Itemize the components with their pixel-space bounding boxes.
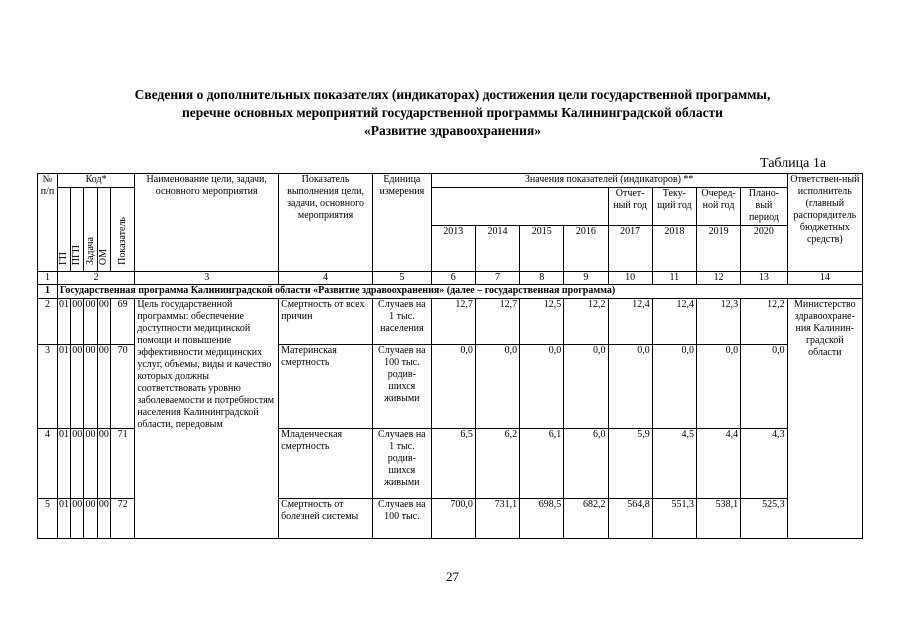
unit: Случаев на 100 тыс. — [373, 499, 432, 539]
column-number: 14 — [787, 272, 862, 285]
title-line-3: «Развитие здравоохранения» — [363, 123, 542, 138]
column-number: 5 — [373, 272, 432, 285]
header-period-current: Теку-щий год — [652, 188, 696, 226]
header-period-empty — [431, 188, 608, 226]
header-year: 2017 — [608, 226, 652, 272]
header-code-om: ОМ — [97, 188, 110, 272]
value-2020: 525,3 — [741, 499, 787, 539]
code-gp: 01 — [57, 499, 70, 539]
table-caption: Таблица 1а — [760, 156, 827, 171]
header-year: 2015 — [520, 226, 564, 272]
value-2018: 551,3 — [652, 499, 696, 539]
header-num: № п/п — [38, 174, 58, 272]
code-om: 00 — [97, 299, 110, 345]
header-executor: Ответствен-ный исполнитель (главный распорядитель бюджетных средств) — [787, 174, 862, 272]
header-year: 2013 — [431, 226, 475, 272]
value-2016: 682,2 — [564, 499, 608, 539]
code-task: 00 — [84, 299, 97, 345]
value-2014: 6,2 — [475, 429, 519, 499]
code-indicator: 72 — [110, 499, 134, 539]
value-2016: 12,2 — [564, 299, 608, 345]
code-om: 00 — [97, 345, 110, 429]
responsible-executor: Министерство здравоохране-ния Калинин-градской области — [787, 299, 862, 539]
header-indicator: Показатель выполнения цели, задачи, основного мероприятия — [279, 174, 373, 272]
header-code: Код* — [57, 174, 134, 188]
header-code-task: Задача — [84, 188, 97, 272]
code-indicator: 70 — [110, 345, 134, 429]
value-2016: 0,0 — [564, 345, 608, 429]
value-2015: 0,0 — [520, 345, 564, 429]
code-om: 00 — [97, 499, 110, 539]
value-2015: 698,5 — [520, 499, 564, 539]
value-2020: 12,2 — [741, 299, 787, 345]
column-number: 1 — [38, 272, 58, 285]
code-pgp: 00 — [71, 429, 84, 499]
header-code-indicator: Показатель — [110, 188, 134, 272]
code-gp: 01 — [57, 345, 70, 429]
code-pgp: 00 — [71, 299, 84, 345]
column-number: 13 — [741, 272, 787, 285]
code-indicator: 71 — [110, 429, 134, 499]
header-name: Наименование цели, задачи, основного мероприятия — [135, 174, 279, 272]
value-2014: 0,0 — [475, 345, 519, 429]
header-year: 2019 — [696, 226, 740, 272]
value-2013: 6,5 — [431, 429, 475, 499]
column-number-row — [38, 272, 863, 285]
unit: Случаев на 1 тыс. родив-шихся живыми — [373, 429, 432, 499]
header-year: 2016 — [564, 226, 608, 272]
value-2017: 5,9 — [608, 429, 652, 499]
value-2019: 538,1 — [696, 499, 740, 539]
table-row — [38, 299, 863, 345]
value-2017: 12,4 — [608, 299, 652, 345]
value-2019: 0,0 — [696, 345, 740, 429]
column-number: 9 — [564, 272, 608, 285]
value-2014: 731,1 — [475, 499, 519, 539]
header-period-next: Очеред-ной год — [696, 188, 740, 226]
column-number: 4 — [279, 272, 373, 285]
column-number: 3 — [135, 272, 279, 285]
code-pgp: 00 — [71, 345, 84, 429]
row-num: 3 — [38, 345, 58, 429]
indicator-name: Младенческая смертность — [279, 429, 373, 499]
indicator-name: Смертность от всех причин — [279, 299, 373, 345]
header-code-pgp: ПГП — [71, 188, 84, 272]
page-number: 27 — [446, 569, 459, 584]
code-pgp: 00 — [71, 499, 84, 539]
column-number: 7 — [475, 272, 519, 285]
code-indicator: 69 — [110, 299, 134, 345]
header-unit: Единица измерения — [373, 174, 432, 272]
value-2019: 12,3 — [696, 299, 740, 345]
value-2015: 12,5 — [520, 299, 564, 345]
value-2017: 564,8 — [608, 499, 652, 539]
code-task: 00 — [84, 429, 97, 499]
column-number: 10 — [608, 272, 652, 285]
unit: Случаев на 1 тыс. населения — [373, 299, 432, 345]
value-2013: 12,7 — [431, 299, 475, 345]
indicator-name: Материнская смертность — [279, 345, 373, 429]
column-number: 2 — [57, 272, 134, 285]
code-om: 00 — [97, 429, 110, 499]
header-year: 2020 — [741, 226, 787, 272]
title-line-2: перечне основных мероприятий государственной программы Калининградской области — [182, 105, 723, 120]
section-title: Государственная программа Калининградской области «Развитие здравоохранения» (далее – государственная программа) — [57, 285, 862, 299]
value-2018: 12,4 — [652, 299, 696, 345]
header-period-plan: Плано-вый период — [741, 188, 787, 226]
indicators-table — [37, 173, 863, 539]
row-num: 5 — [38, 499, 58, 539]
value-2015: 6,1 — [520, 429, 564, 499]
unit: Случаев на 100 тыс. родив-шихся живыми — [373, 345, 432, 429]
header-code-gp: ГП — [57, 188, 70, 272]
value-2019: 4,4 — [696, 429, 740, 499]
value-2020: 0,0 — [741, 345, 787, 429]
column-number: 12 — [696, 272, 740, 285]
value-2013: 700,0 — [431, 499, 475, 539]
indicator-name: Смертность от болезней системы — [279, 499, 373, 539]
header-values: Значения показателей (индикаторов) ** — [431, 174, 787, 188]
column-number: 8 — [520, 272, 564, 285]
column-number: 11 — [652, 272, 696, 285]
goal-description: Цель государственной программы: обеспечение доступности медицинской помощи и повышение эффективности медицинских услуг, объемы, виды и качество которых должны соответствовать уровню заболеваемости и потребностям населения Калининградской области, передовым — [135, 299, 279, 539]
code-gp: 01 — [57, 299, 70, 345]
value-2017: 0,0 — [608, 345, 652, 429]
document-title — [0, 86, 905, 140]
column-number: 6 — [431, 272, 475, 285]
header-year: 2014 — [475, 226, 519, 272]
value-2018: 0,0 — [652, 345, 696, 429]
value-2018: 4,5 — [652, 429, 696, 499]
row-num: 2 — [38, 299, 58, 345]
section-num: 1 — [38, 285, 58, 299]
value-2014: 12,7 — [475, 299, 519, 345]
header-period-report: Отчет-ный год — [608, 188, 652, 226]
code-task: 00 — [84, 345, 97, 429]
title-line-1: Сведения о дополнительных показателях (индикаторах) достижения цели государственной программы, — [134, 87, 771, 102]
value-2020: 4,3 — [741, 429, 787, 499]
row-num: 4 — [38, 429, 58, 499]
header-year: 2018 — [652, 226, 696, 272]
code-task: 00 — [84, 499, 97, 539]
code-gp: 01 — [57, 429, 70, 499]
value-2013: 0,0 — [431, 345, 475, 429]
value-2016: 6,0 — [564, 429, 608, 499]
section-row — [38, 285, 863, 299]
